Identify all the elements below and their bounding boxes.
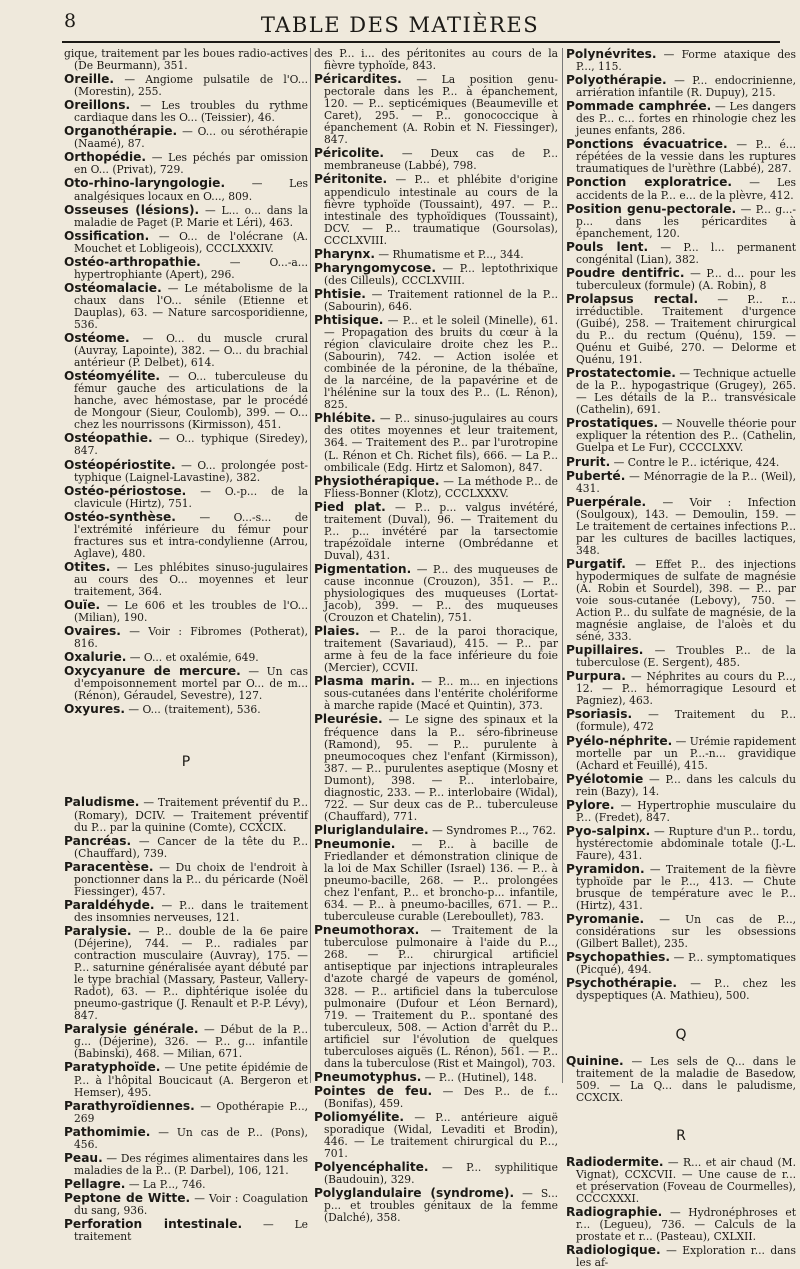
index-entry <box>64 1152 308 1177</box>
entry-heading: Orthopédie. <box>64 150 147 165</box>
index-entry <box>566 708 796 733</box>
index-entry <box>314 288 558 313</box>
entry-heading: Pluriglandulaire. <box>314 822 429 837</box>
entry-text: — Le traitement <box>74 1218 308 1244</box>
entry-text: — P... endocrinienne, arriération infantile (R. Dupuy), 215. <box>576 74 796 100</box>
index-entry <box>566 203 796 240</box>
entry-text: — Contre le P... ictérique, 424. <box>610 455 780 469</box>
index-entry <box>314 1161 558 1186</box>
entry-text: — O... et oxalémie, 649. <box>126 651 259 665</box>
entry-text: — P... p... valgus invétéré, traitement (Duval), 96. — Traitement du P... p... invétéré par la tarsectomie trapézoïdale interne (Ombrédanne et Duval), 431. <box>324 500 558 562</box>
entry-text: — Hydronéphroses et r... (Legueu), 736. — Calculs de la prostate et r... (Pasteau), CXLXII. <box>576 1205 796 1244</box>
index-entry <box>64 99 308 124</box>
entry-heading: Ossification. <box>64 228 150 243</box>
entry-heading: Psoriasis. <box>566 707 633 722</box>
entry-text: — Un cas d'empoisonnement mortel par O... de m... (Rénon), Géraudel, Sevestre), 127. <box>74 665 308 703</box>
entry-text: — Traitement de la fièvre typhoïde par le P..., 413. — Chute brusque de température avec le P... (Hirtz), 431. <box>576 863 796 913</box>
index-entry <box>314 1085 558 1110</box>
index-entry <box>64 796 308 833</box>
entry-heading: Plasma marin. <box>314 674 415 689</box>
entry-heading: Osseuses (lésions). <box>64 202 200 217</box>
entry-heading: Polynévrites. <box>566 47 657 61</box>
index-entry <box>64 703 308 716</box>
entry-heading: Oreille. <box>64 72 115 87</box>
entry-text: — La position genu-pectorale dans les P... à épanchement, 120. — P... septicémiques (Beaumeville et Caret), 295. — P... gonococcique à épanchement (A. Robin et N. Fiessinger), 847. <box>324 73 558 147</box>
entry-text: — P... sinuso-jugulaires au cours des otites moyennes et leur traitement, 364. — Traitement des P... par l'urotropine (L. Rénon et Ch. Richet fils), 666. — La P... ombilicale (Edg. Hirtz et Salomon), 847. <box>324 412 558 474</box>
entry-text: — Technique actuelle de la P... hypogastrique (Grugey), 265. — Les détails de la P... transvésicale (Cathelin), 691. <box>576 367 796 417</box>
index-entry <box>64 1218 308 1243</box>
entry-text: — O... (traitement), 536. <box>125 703 261 717</box>
entry-text: — Les sels de Q... dans le traitement de la maladie de Basedow, 509. — La Q... dans le paludisme, CCXCIX. <box>576 1054 796 1104</box>
index-entry <box>314 1071 558 1084</box>
entry-text: — P... (Hutinel), 148. <box>421 1070 537 1084</box>
entry-text: — Les analgésiques locaux en O..., 809. <box>74 177 308 203</box>
index-entry <box>64 511 308 560</box>
entry-heading: Paracentèse. <box>64 859 154 874</box>
entry-text: — O... ou sérothérapie (Naamé), 87. <box>74 125 308 151</box>
entry-text: — Voir : Infection (Soulgoux), 143. — Demoulin, 159. — Le traitement de certaines infections P... par les cultures de bacilles lactiques, 348. <box>576 495 796 557</box>
entry-heading: Pied plat. <box>314 499 386 514</box>
index-entry <box>566 773 796 798</box>
entry-heading: Plaies. <box>314 624 360 639</box>
entry-heading: Ostéo-périostose. <box>64 483 187 498</box>
entry-text: — P... à bacille de Friedlander et démonstration clinique de la loi de Max Schiller (Israel) 136. — P... à pneumo-bacille, 268. — P... prolongées chez l'enfant, P... et broncho-p... infantile, 634. — P... à pneumo-bacilles, 671. — P... tuberculeuse curable (Lereboullet), 783. <box>324 837 558 924</box>
index-column-1 <box>64 47 308 1244</box>
entry-heading: Pyélo-néphrite. <box>566 733 673 748</box>
entry-text: gique, traitement par les boues radio-actives (De Beurmann), 351. <box>64 47 308 73</box>
entry-heading: Ouïe. <box>64 598 101 613</box>
index-entry <box>566 1244 796 1269</box>
entry-heading: Pyramidon. <box>566 862 645 876</box>
entry-heading: Pneumothorax. <box>314 923 420 938</box>
entry-text: — P... symptomatiques (Picqué), 494. <box>576 951 796 977</box>
entry-heading: Physiothérapique. <box>314 473 440 488</box>
index-entry <box>64 1192 308 1217</box>
index-entry <box>566 825 796 862</box>
entry-text: — Angiome pulsatile de l'O... (Morestin), 255. <box>74 73 308 99</box>
index-entry <box>64 125 308 150</box>
index-entry <box>64 1061 308 1098</box>
index-entry <box>566 417 796 454</box>
entry-heading: Puberté. <box>566 468 626 483</box>
index-column-3 <box>566 47 797 1269</box>
index-entry <box>566 293 796 366</box>
entry-heading: Prurit. <box>566 454 611 469</box>
entry-text: — Du choix de l'endroit à ponctionner dans la P... du péricarde (Noël Fiessinger), 457. <box>74 860 308 898</box>
entry-heading: Radiographie. <box>566 1204 663 1219</box>
index-entry <box>64 1178 308 1191</box>
index-entry <box>64 151 308 176</box>
index-entry <box>64 73 308 98</box>
index-entry <box>64 204 308 229</box>
entry-heading: Phtisique. <box>314 312 384 327</box>
entry-text: — Deux cas de P... membraneuse (Labbé), 798. <box>324 147 558 173</box>
entry-text: — Début de la P... g... (Déjerine), 326. — P... g... infantile (Babinski), 468. — Milian, 671. <box>74 1023 308 1061</box>
index-entry <box>314 248 558 261</box>
entry-heading: Paraldéhyde. <box>64 897 155 912</box>
column-divider <box>310 48 311 1083</box>
index-entry <box>566 863 796 912</box>
entry-text: — P... syphilitique (Baudouin), 329. <box>324 1161 558 1187</box>
entry-text: — Une petite épidémie de P... à l'hôpital Boucicaut (A. Bergeron et Hemser), 495. <box>74 1061 308 1099</box>
index-entry <box>566 670 796 707</box>
index-entry <box>314 625 558 674</box>
index-entry <box>314 48 558 72</box>
index-entry <box>314 314 558 411</box>
index-column-2 <box>314 47 558 1225</box>
entry-text: — Rupture d'un P... tordu, hystérectomie abdominale totale (J.-L. Faure), 431. <box>576 824 796 862</box>
entry-heading: Parathyroïdiennes. <box>64 1098 195 1113</box>
index-entry <box>64 861 308 898</box>
entry-text: — P... d... pour les tuberculeux (formule) (A. Robin), 8 <box>576 266 796 292</box>
entry-heading: Ostéo-synthèse. <box>64 509 176 524</box>
index-entry <box>566 470 796 495</box>
entry-text: — Opothérapie P..., 269 <box>74 1099 308 1125</box>
index-entry <box>566 241 796 266</box>
entry-heading: Ostéopathie. <box>64 431 153 446</box>
index-entry <box>566 74 796 99</box>
entry-heading: Pyo-salpinx. <box>566 823 651 838</box>
entry-text: — S... p... et troubles génitaux de la femme (Dalché), 358. <box>324 1187 558 1225</box>
entry-heading: Poudre dentifric. <box>566 265 685 280</box>
entry-heading: Radiodermite. <box>566 1154 664 1169</box>
index-entry <box>566 1055 796 1104</box>
entry-heading: Peptone de Witte. <box>64 1190 191 1205</box>
index-entry <box>314 563 558 624</box>
index-entry <box>566 267 796 292</box>
index-entry <box>314 838 558 923</box>
entry-heading: Ponctions évacuatrice. <box>566 137 728 152</box>
entry-text: — P... et le soleil (Minelle), 61. — Propagation des bruits du cœur à la région claviculaire droite chez les P... (Sabourin), 742. — Action isolée et combinée de la péronine, de la thébaïne, de la narcéine, de la papavérine et de l'héléninе sur la toux des P... (L. Rénon), 825. <box>324 313 558 412</box>
index-entry <box>314 475 558 500</box>
entry-text: — P... leptothrixique (des Cilleuls), CCCLXVIII. <box>324 261 558 287</box>
entry-text: — Les péchés par omission en O... (Privat), 729. <box>74 151 308 177</box>
entry-heading: Oreillons. <box>64 98 131 113</box>
index-entry <box>566 799 796 824</box>
entry-text: — O...-s... de l'extrémité inférieure du fémur pour fractures sus et intra-condylienne (Arrou, Aglave), 480. <box>74 510 308 560</box>
index-entry <box>64 48 308 72</box>
entry-text: — Ménorragie de la P... (Weil), 431. <box>576 469 796 495</box>
page-number: 8 <box>64 10 77 32</box>
entry-text: — Les phlébites sinuso-jugulaires au cours des O... moyennes et leur traitement, 364. <box>74 560 308 598</box>
index-entry <box>314 1187 558 1224</box>
entry-heading: Pyélotomie <box>566 771 644 786</box>
index-entry <box>314 73 558 146</box>
index-entry <box>64 599 308 624</box>
entry-text: — P... é... répétées de la vessie dans les ruptures traumatiques de l'urèthre (Labbé), 287. <box>576 138 796 176</box>
entry-heading: Pharynx. <box>314 246 375 261</box>
index-entry <box>64 432 308 457</box>
entry-text: — Traitement préventif du P... (Romary), DCIV. — Traitement préventif du P... par la quinine (Comte), CCXCIX. <box>74 796 308 834</box>
entry-heading: Pommade camphrée. <box>566 99 712 114</box>
index-entry <box>314 262 558 287</box>
entry-heading: Pellagre. <box>64 1176 126 1191</box>
entry-text: — Néphrites au cours du P..., 12. — P... hémorragique Lesourd et Pagniez), 463. <box>576 670 796 708</box>
entry-text: — Cancer de la tête du P... (Chauffard), 739. <box>74 834 308 860</box>
entry-heading: Pointes de feu. <box>314 1083 433 1098</box>
index-entry <box>64 332 308 369</box>
entry-heading: Polyencéphalite. <box>314 1160 429 1175</box>
entry-text: — Exploration r... dans les af- <box>576 1244 796 1269</box>
index-entry <box>314 675 558 712</box>
entry-text: — Effet P... des injections hypodermiques de sulfate de magnésie (A. Robin et Sourdel), 398. — P... par voie sous-cutanée (Lebovy), 750. — Action P... du sulfate de magnésie, de la magnésie anglaise, de l'aloès et du séné, 333. <box>576 557 796 644</box>
entry-heading: Paludisme. <box>64 795 140 810</box>
entry-heading: Péricolite. <box>314 146 385 161</box>
index-entry <box>314 501 558 562</box>
entry-text: — Un cas de P... (Pons), 456. <box>74 1125 308 1151</box>
entry-heading: Pouls lent. <box>566 239 649 254</box>
entry-text: — Rhumatisme et P..., 344. <box>374 247 524 261</box>
entry-text: — Traitement rationnel de la P... (Sabourin), 646. <box>324 287 558 313</box>
index-entry <box>566 496 796 557</box>
index-entry <box>314 824 558 837</box>
index-entry <box>64 177 308 202</box>
index-entry <box>566 1206 796 1243</box>
index-entry <box>64 1126 308 1151</box>
entry-text: — La méthode P... de Fliess-Bonner (Klotz), CCCLXXXV. <box>324 474 558 500</box>
entry-heading: Ostéo-arthropathie. <box>64 254 201 269</box>
index-entry <box>64 230 308 255</box>
index-entry <box>314 924 558 1070</box>
entry-heading: Radiologique. <box>566 1243 661 1258</box>
entry-text: — Urémie rapidement mortelle par un P...-n... gravidique (Achard et Feuillé), 415. <box>576 734 796 772</box>
entry-heading: Paralysie générale. <box>64 1022 199 1037</box>
entry-text: — P... m... en injections sous-cutanées dans l'entérite cholériforme à marche rapide (Macé et Quintin), 373. <box>324 675 558 713</box>
entry-text: — Un cas de P..., considérations sur les obsessions (Gilbert Ballet), 235. <box>576 913 796 951</box>
index-entry <box>566 735 796 772</box>
entry-heading: Puerpérale. <box>566 494 647 509</box>
entry-heading: Paratyphoïde. <box>64 1060 161 1075</box>
entry-heading: Pigmentation. <box>314 561 412 576</box>
entry-heading: Ostéomalacie. <box>64 280 162 295</box>
entry-heading: Ostéomyélite. <box>64 369 161 384</box>
entry-text: — Forme ataxique des P..., 115. <box>576 48 796 74</box>
entry-heading: Ostéopériostite. <box>64 457 176 472</box>
index-entry <box>64 835 308 860</box>
entry-text: — Des P... de f... (Bonifas), 459. <box>324 1084 558 1110</box>
index-entry <box>64 925 308 1022</box>
entry-text: — O.-p... de la clavicule (Hirtz), 751. <box>74 484 308 510</box>
entry-text: — P... dans le traitement des insomnies nerveuses, 121. <box>74 898 308 924</box>
entry-heading: Pneumotyphus. <box>314 1069 422 1084</box>
entry-heading: Péricardites. <box>314 72 402 87</box>
entry-text: — Le métabolisme de la chaux dans l'O... sénile (Etienne et Dauplas), 63. — Nature sarcosporidienne, 536. <box>74 281 308 331</box>
entry-heading: Paralysie. <box>64 923 132 938</box>
entry-heading: Pathomimie. <box>64 1124 151 1139</box>
index-entry <box>64 282 308 331</box>
entry-heading: Oxyures. <box>64 702 126 717</box>
entry-heading: Poliomyélite. <box>314 1109 405 1124</box>
index-entry <box>566 367 796 416</box>
entry-heading: Prolapsus rectal. <box>566 291 699 306</box>
entry-heading: Psychothérapie. <box>566 976 677 991</box>
entry-text: — O... prolongée post-typhique (Laignel-Lavastine), 382. <box>74 458 308 484</box>
index-entry <box>64 485 308 510</box>
index-entry <box>64 665 308 702</box>
entry-heading: Ovaires. <box>64 624 121 639</box>
entry-heading: Organothérapie. <box>64 124 178 139</box>
index-entry <box>566 456 796 469</box>
index-entry <box>566 977 796 1002</box>
entry-heading: Péritonite. <box>314 172 388 187</box>
entry-heading: Polyothérapie. <box>566 73 667 88</box>
index-entry <box>64 1023 308 1060</box>
entry-heading: Oto-rhino-laryngologie. <box>64 176 226 191</box>
entry-heading: Psychopathies. <box>566 950 670 965</box>
entry-text: — P... antérieure aiguë sporadique (Widal, Levaditi et Brodin), 446. — Le traitement chirurgical du P..., 701. <box>324 1110 558 1161</box>
index-entry <box>566 138 796 175</box>
entry-text: — Voir : Fibromes (Potherat), 816. <box>74 625 308 651</box>
entry-heading: Phlébite. <box>314 411 376 426</box>
entry-text: — La P..., 746. <box>125 1177 206 1191</box>
entry-text: — O... tuberculeuse du fémur gauche des articulations de la hanche, avec hémostase, par le procédé de Mongour (Sieur, Coulomb), 399. — O... chez les nourrissons (Kirmisson), 451. <box>74 370 308 432</box>
index-entry <box>64 625 308 650</box>
entry-heading: Pleurésie. <box>314 712 383 727</box>
entry-heading: Perforation intestinale. <box>64 1217 243 1232</box>
index-entry <box>566 913 796 950</box>
entry-text: — P... dans les calculs du rein (Bazy), 14. <box>576 772 796 798</box>
index-entry <box>64 651 308 664</box>
entry-heading: Otites. <box>64 559 111 574</box>
entry-text: — O... de l'olécrane (A. Mouchet et Lobligeois), CCCLXXXIV. <box>74 229 308 255</box>
entry-text: — O... du muscle crural (Auvray, Lapointe), 382. — O... du brachial antérieur (P. Delbet), 614. <box>74 332 308 370</box>
section-letter: P <box>181 754 191 771</box>
index-entry <box>314 713 558 822</box>
entry-text: — Troubles P... de la tuberculose (E. Sergent), 485. <box>576 644 796 670</box>
entry-text: — P... l... permanent congénital (Lian), 382. <box>576 240 796 266</box>
index-entry <box>566 644 796 669</box>
entry-text: — Des régimes alimentaires dans les maladies de la P... (P. Darbel), 106, 121. <box>74 1151 308 1177</box>
entry-text: — P... et phlébite d'origine appendiculo intestinale au cours de la fièvre typhoïde (Toussaint), 497. — P... intestinale des typhoïdiques (Toussaint), DCV. — P... traumatique (Goursolas), CCCLXVIII. <box>324 173 558 247</box>
index-entry <box>64 370 308 431</box>
entry-text: — Le 606 et les troubles de l'O... (Milian), 190. <box>74 599 308 625</box>
index-entry <box>566 100 796 137</box>
entry-text: — Les troubles du rythme cardiaque dans les O... (Teissier), 46. <box>74 99 308 125</box>
entry-text: — Traitement de la tuberculose pulmonaire à l'aide du P..., 268. — P... chirurgical artificiel antiseptique par injections intrapleurales d'azote chargé de vapeurs de goménol, 328. — P... artificiel dans la tuberculose pulmonaire (Dufour et Léon Bernard), 719. — Traitement du P... spontané des tuberculeux, 508. — Action d'arrêt du P... artificiel sur l'évolution de quelques tuberculoses aiguës (L. Rénon), 561. — P... dans la tuberculose (Rist et Maingol), 703. <box>324 924 558 1070</box>
entry-heading: Pylore. <box>566 797 615 812</box>
index-entry <box>566 176 796 201</box>
entry-text: — P... r... irréductible. Traitement d'urgence (Guibé), 258. — Traitement chirurgical du P... du rectum (Quénu), 159. — Quénu et Guibé, 270. — Delorme et Quénu, 191. <box>576 292 796 367</box>
section-letter: Q <box>675 1026 687 1043</box>
entry-text: — L... o... dans la maladie de Paget (P. Marie et Léri), 463. <box>74 203 308 229</box>
entry-text: — O...-a... hypertrophiante (Apert), 296. <box>74 255 308 281</box>
index-entry <box>314 173 558 246</box>
index-entry <box>64 899 308 924</box>
entry-heading: Prostatectomie. <box>566 366 676 381</box>
index-entry <box>64 459 308 484</box>
entry-heading: Ponction exploratrice. <box>566 175 733 190</box>
entry-heading: Pupillaires. <box>566 643 644 658</box>
entry-text: — Syndromes P..., 762. <box>428 823 556 837</box>
entry-heading: Pneumonie. <box>314 836 396 851</box>
header-rule <box>62 41 780 43</box>
section-letter: R <box>676 1127 686 1144</box>
entry-heading: Prostatiques. <box>566 416 659 431</box>
entry-text: — Hypertrophie musculaire du P... (Fredet), 847. <box>576 798 796 824</box>
index-entry <box>566 558 796 643</box>
entry-heading: Oxalurie. <box>64 650 127 665</box>
entry-heading: Quinine. <box>566 1053 624 1068</box>
entry-heading: Ostéome. <box>64 331 130 346</box>
entry-text: — Voir : Coagulation du sang, 936. <box>74 1191 308 1217</box>
entry-heading: Pyromanie. <box>566 912 645 927</box>
entry-text: — Les dangers des P... c... fortes en rhinologie chez les jeunes enfants, 286. <box>576 100 796 138</box>
entry-text: des P... i... des péritonites au cours de la fièvre typhoïde, 843. <box>314 47 558 73</box>
entry-text: — Traitement du P... (formule), 472 <box>576 708 796 734</box>
entry-heading: Position genu-pectorale. <box>566 201 737 216</box>
entry-heading: Purpura. <box>566 669 626 684</box>
page-title: TABLE DES MATIÈRES <box>260 13 540 37</box>
entry-text: — Les accidents de la P... e... de la plèvre, 412. <box>576 176 797 202</box>
entry-text: — O... typhique (Siredey), 847. <box>74 432 308 458</box>
index-entry <box>64 1100 308 1125</box>
index-entry <box>314 412 558 473</box>
entry-text: — P... des muqueuses de cause inconnue (Crouzon), 351. — P... physiologiques des muqueuses (Lortat-Jacob), 399. — P... des muqueuses (Crouzon et Chatelin), 751. <box>324 562 558 625</box>
entry-text: — Nouvelle théorie pour expliquer la rétention des P... (Cathelin, Guelpa et Le Fur), CCCCLXXV. <box>576 417 796 455</box>
entry-heading: Polyglandulaire (syndrome). <box>314 1186 515 1201</box>
entry-heading: Purgatif. <box>566 556 626 571</box>
index-entry <box>566 1156 796 1205</box>
entry-text: — Le signe des spinaux et la fréquence dans la P... séro-fibrineuse (Ramond), 95. — P... purulente à pneumocoques chez l'enfant (Kirmisson), 387. — P... purulentes aseptique (Mosny et Dumont), 398. — P... interlobaire, diagnostic, 233. — P... interlobaire (Widal), 722. — Sur deux cas de P... tuberculeuse (Chauffard), 771. <box>324 713 558 823</box>
entry-heading: Phtisie. <box>314 286 366 301</box>
entry-heading: Pharyngomycose. <box>314 260 436 275</box>
entry-text: — R... et air chaud (M. Vignat), CCXCVII. — Une cause de r... et préservation (Foveau de Courmelles), CCCCXXXI. <box>576 1155 796 1205</box>
index-entry <box>64 561 308 598</box>
index-entry <box>566 48 796 73</box>
column-divider <box>562 48 563 1083</box>
index-entry <box>314 1111 558 1160</box>
entry-text: — P... de la paroi thoracique, traitement (Savariaud), 415. — P... par arme à feu de la face inférieure du foie (Mercier), CCVII. <box>324 625 558 675</box>
entry-heading: Peau. <box>64 1150 103 1165</box>
entry-text: — P... g...-p... dans les péricardites à épanchement, 120. <box>576 202 796 240</box>
entry-heading: Oxycyanure de mercure. <box>64 664 241 679</box>
entry-heading: Pancréas. <box>64 833 132 848</box>
index-entry <box>314 147 558 172</box>
entry-text: — P... double de la 6e paire (Déjerine), 744. — P... radiales par contraction musculaire (Auvray), 175. — P... saturnine généralisée ayant débuté par le type brachial (Massary, Pasteur, Vallery-Radot), 63. — P... diphtérique isolée du pneumo-gastrique (J. Renault et P.-P. Lévy), 847. <box>74 924 308 1023</box>
index-entry <box>64 256 308 281</box>
entry-text: — P... chez les dyspeptiques (A. Mathieu), 500. <box>576 977 796 1003</box>
index-entry <box>566 951 796 976</box>
